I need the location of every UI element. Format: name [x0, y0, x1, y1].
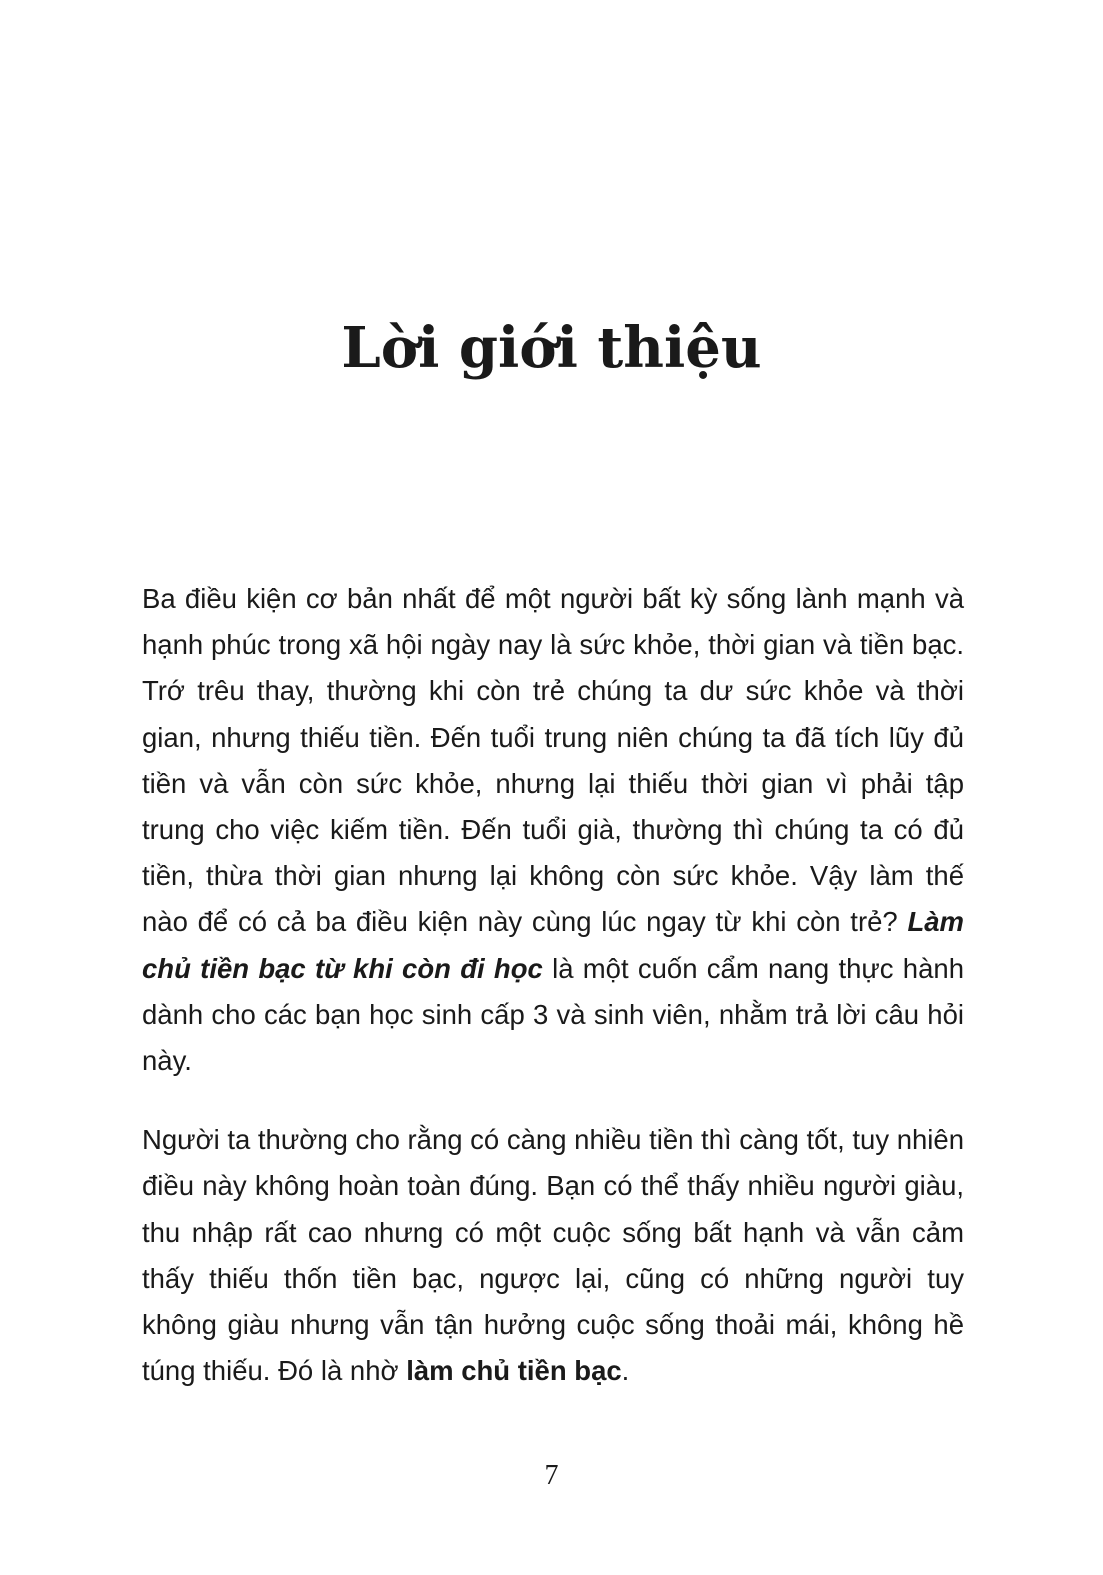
paragraph-money-mastery-text-start: Người ta thường cho rằng có càng nhiều tiền thì càng tốt, tuy nhiên điều này không hoàn toàn đúng. Bạn có thể thấy nhiều người giàu, thu nhập rất cao nhưng có một cuộc sống bất hạnh và vẫn cảm thấy thiếu thốn tiền bạc, ngược lại, cũng có những người tuy không giàu nhưng vẫn tận hưởng cuộc sống thoải mái, không hề túng thiếu. Đó là nhờ	[142, 1124, 965, 1387]
body-text	[142, 576, 964, 1394]
paragraph-intro-text-start: Ba điều kiện cơ bản nhất để một người bất kỳ sống lành mạnh và hạnh phúc trong xã hội ngày nay là sức khỏe, thời gian và tiền bạc. Trớ trêu thay, thường khi còn trẻ chúng ta dư sức khỏe và thời gian, nhưng thiếu tiền. Đến tuổi trung niên chúng ta đã tích lũy đủ tiền và vẫn còn sức khỏe, nhưng lại thiếu thời gian vì phải tập trung cho việc kiếm tiền. Đến tuổi già, thường thì chúng ta có đủ tiền, thừa thời gian nhưng lại không còn sức khỏe. Vậy làm thế nào để có cả ba điều kiện này cùng lúc ngay từ khi còn trẻ?	[142, 583, 964, 938]
paragraph-money-mastery-text-end: .	[621, 1355, 630, 1387]
paragraph-money-mastery	[142, 1117, 964, 1394]
book-title-emphasis: Làm chủ tiền bạc từ khi còn đi học	[142, 906, 964, 984]
money-mastery-emphasis: làm chủ tiền bạc	[406, 1355, 622, 1387]
page-number: 7	[544, 1460, 559, 1491]
page-title: Lời giới thiệu	[341, 315, 762, 381]
paragraph-intro	[142, 576, 964, 1084]
paragraph-intro-text-end: là một cuốn cẩm nang thực hành dành cho các bạn học sinh cấp 3 và sinh viên, nhằm trả lời câu hỏi này.	[142, 952, 964, 1077]
